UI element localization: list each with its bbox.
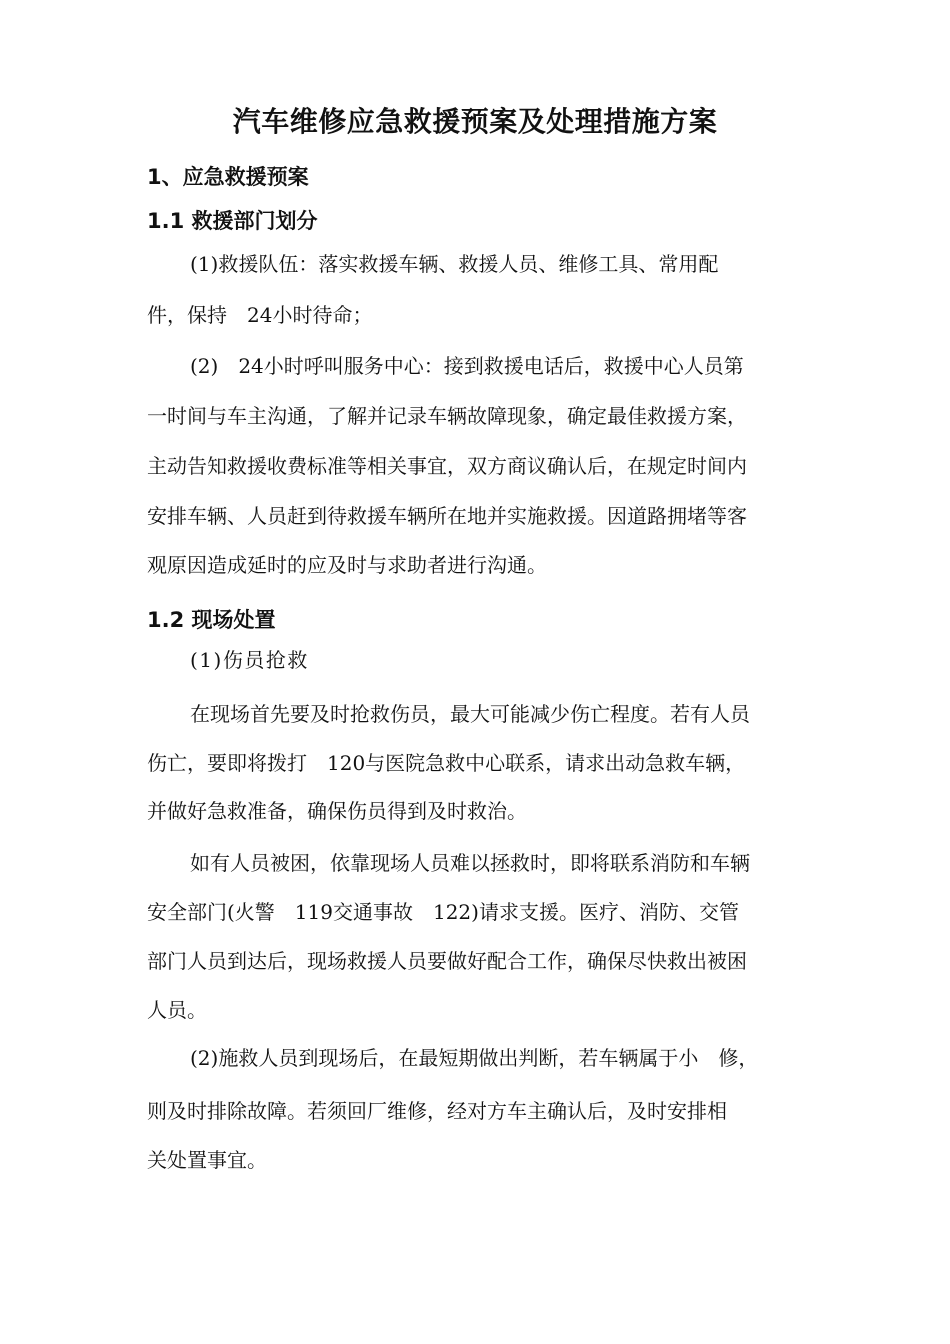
paragraph-line: 观原因造成延时的应及时与求助者进行沟通。 <box>147 553 547 577</box>
paragraph-line: 关处置事宜。 <box>147 1148 267 1172</box>
paragraph-line: 人员。 <box>147 998 207 1022</box>
paragraph-line: (2) 24小时呼叫服务中心：接到救援电话后，救援中心人员第 <box>190 354 744 378</box>
paragraph-line: 部门人员到达后，现场救援人员要做好配合工作，确保尽快救出被困 <box>147 949 747 973</box>
document-title: 汽车维修应急救援预案及处理措施方案 <box>232 105 718 138</box>
paragraph-line: (1)救援队伍：落实救援车辆、救援人员、维修工具、常用配 <box>190 252 719 276</box>
paragraph-line: (1)伤员抢救 <box>190 648 309 672</box>
paragraph-line: 主动告知救援收费标准等相关事宜，双方商议确认后，在规定时间内 <box>147 454 747 478</box>
paragraph-line: 安排车辆、人员赶到待救援车辆所在地并实施救援。因道路拥堵等客 <box>147 504 747 528</box>
paragraph-line: 如有人员被困，依靠现场人员难以拯救时，即将联系消防和车辆 <box>190 851 750 875</box>
paragraph-line: 并做好急救准备，确保伤员得到及时救治。 <box>147 799 527 823</box>
paragraph-line: 件，保持 24小时待命； <box>147 303 373 327</box>
paragraph-line: 则及时排除故障。若须回厂维修，经对方车主确认后，及时安排相 <box>147 1099 727 1123</box>
paragraph-line: (2)施救人员到现场后，在最短期做出判断，若车辆属于小 修， <box>190 1046 759 1070</box>
paragraph-line: 伤亡，要即将拨打 120与医院急救中心联系，请求出动急救车辆， <box>147 751 746 775</box>
paragraph-line: 安全部门(火警 119交通事故 122)请求支援。医疗、消防、交管 <box>147 900 739 924</box>
paragraph-line: 在现场首先要及时抢救伤员，最大可能减少伤亡程度。若有人员 <box>190 702 750 726</box>
paragraph-line: 一时间与车主沟通，了解并记录车辆故障现象，确定最佳救援方案， <box>147 404 747 428</box>
section-heading-emergency-plan: 1、应急救援预案 <box>147 165 309 189</box>
subsection-heading-onsite-handling: 1.2 现场处置 <box>147 608 276 632</box>
subsection-heading-rescue-departments: 1.1 救援部门划分 <box>147 209 318 233</box>
